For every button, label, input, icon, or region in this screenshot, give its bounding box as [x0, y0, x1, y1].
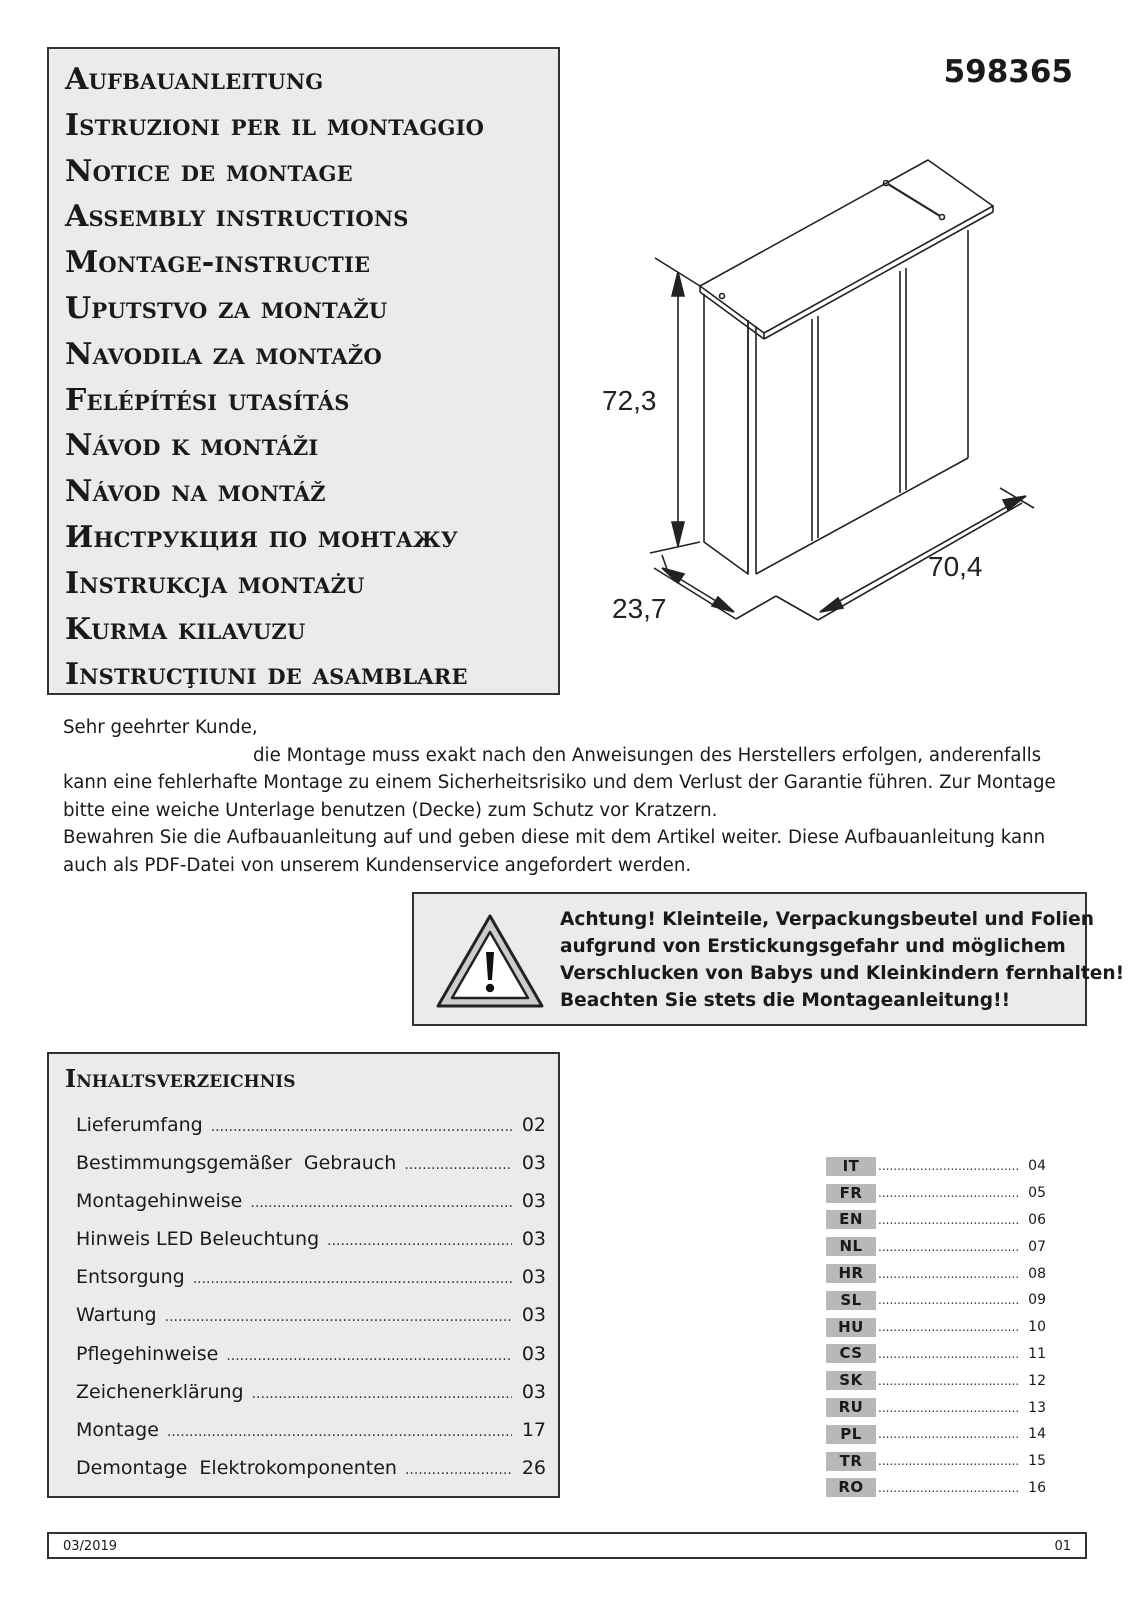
article-number: 598365 [943, 54, 1073, 90]
toc-leader-dots [404, 1157, 512, 1173]
toc-entry-page: 03 [521, 1152, 546, 1175]
language-leader-dots [878, 1240, 1020, 1254]
language-entry[interactable] [826, 1153, 1046, 1180]
language-page: 07 [1028, 1238, 1046, 1255]
table-of-contents [47, 1052, 560, 1498]
title-line: Kurma kilavuzu [65, 611, 306, 647]
language-leader-dots [878, 1481, 1020, 1495]
toc-entry-page: 03 [521, 1380, 546, 1403]
language-page: 16 [1028, 1479, 1046, 1496]
language-page: 10 [1028, 1319, 1046, 1336]
toc-entry[interactable] [76, 1343, 546, 1381]
language-code: IT [826, 1157, 876, 1176]
language-entry[interactable] [826, 1341, 1046, 1368]
toc-entry-page: 03 [521, 1304, 546, 1327]
language-code: RU [826, 1398, 876, 1417]
language-entry[interactable] [826, 1367, 1046, 1394]
intro-paragraph-first-line: die Montage muss exakt nach den Anweisungen des Herstellers erfolgen, anderenfalls [253, 744, 1042, 766]
toc-entry-label: Demontage Elektrokomponenten [76, 1456, 397, 1479]
depth-dimension-label: 23,7 [612, 593, 667, 624]
toc-entry[interactable] [76, 1381, 546, 1419]
warning-line: Verschlucken von Babys und Kleinkindern fernhalten! [560, 963, 1125, 984]
language-entry[interactable] [826, 1260, 1046, 1287]
toc-entry-page: 03 [521, 1190, 546, 1213]
language-code: SL [826, 1291, 876, 1310]
title-line: Notice de montage [65, 153, 353, 189]
language-code: SK [826, 1371, 876, 1390]
height-dimension-label: 72,3 [602, 385, 657, 416]
language-leader-dots [878, 1267, 1020, 1281]
toc-entry[interactable] [76, 1114, 546, 1152]
toc-entry-page: 03 [521, 1266, 546, 1289]
title-box [47, 47, 560, 695]
toc-leader-dots [211, 1119, 512, 1135]
language-entry[interactable] [826, 1475, 1046, 1502]
language-entry[interactable] [826, 1207, 1046, 1234]
toc-leader-dots [165, 1309, 512, 1325]
language-code: EN [826, 1210, 876, 1229]
language-page: 13 [1028, 1399, 1046, 1416]
title-line: Návod k montáži [65, 428, 319, 464]
language-leader-dots [878, 1159, 1020, 1173]
toc-entry-label: Bestimmungsgemäßer Gebrauch [76, 1152, 397, 1175]
toc-leader-dots [167, 1424, 512, 1440]
toc-entry[interactable] [76, 1457, 546, 1495]
language-entry[interactable] [826, 1180, 1046, 1207]
language-page: 08 [1028, 1265, 1046, 1282]
language-entry[interactable] [826, 1448, 1046, 1475]
language-page: 09 [1028, 1292, 1046, 1309]
language-page: 04 [1028, 1158, 1046, 1175]
toc-leader-dots [250, 1195, 512, 1211]
toc-entry-label: Montage [76, 1418, 159, 1441]
title-line: Montage-instructie [65, 245, 371, 281]
toc-entry-page: 17 [521, 1418, 546, 1441]
language-page: 11 [1028, 1345, 1046, 1362]
toc-entry-label: Montagehinweise [76, 1190, 243, 1213]
intro-paragraph: Bewahren Sie die Aufbauanleitung auf und geben diese mit dem Artikel weiter. Diese Aufbauanleitung kann auch als PDF-Datei von unserem Kundenservice angefordert werden. [63, 827, 1046, 876]
language-entry[interactable] [826, 1394, 1046, 1421]
title-line: Инструкция по монтажу [65, 519, 459, 555]
toc-entry[interactable] [76, 1419, 546, 1457]
language-leader-dots [878, 1293, 1020, 1307]
warning-triangle-icon [434, 912, 546, 1010]
warning-line: Beachten Sie stets die Montageanleitung!! [560, 990, 1011, 1011]
toc-leader-dots [226, 1348, 512, 1364]
language-entry[interactable] [826, 1421, 1046, 1448]
toc-entry[interactable] [76, 1266, 546, 1304]
language-code: FR [826, 1184, 876, 1203]
language-leader-dots [878, 1186, 1020, 1200]
language-code: CS [826, 1344, 876, 1363]
toc-entry-label: Entsorgung [76, 1266, 185, 1289]
title-line: Aufbauanleitung [65, 62, 324, 97]
language-leader-dots [878, 1401, 1020, 1415]
language-leader-dots [878, 1213, 1020, 1227]
title-line: Návod na montáž [65, 474, 326, 510]
language-page: 05 [1028, 1185, 1046, 1202]
warning-line: Achtung! Kleinteile, Verpackungsbeutel und Folien [560, 909, 1094, 930]
footer-page-number: 01 [1054, 1539, 1071, 1554]
greeting: Sehr geehrter Kunde, [63, 717, 258, 738]
toc-entry-label: Lieferumfang [76, 1114, 203, 1136]
toc-entry[interactable] [76, 1190, 546, 1228]
language-index [826, 1153, 1046, 1501]
toc-entry-page: 03 [521, 1342, 546, 1365]
language-code: HU [826, 1318, 876, 1337]
intro-text [63, 714, 1073, 879]
toc-leader-dots [327, 1233, 512, 1249]
language-leader-dots [878, 1454, 1020, 1468]
warning-box [412, 892, 1125, 1026]
language-entry[interactable] [826, 1287, 1046, 1314]
toc-list [76, 1114, 546, 1495]
title-line: Istruzioni per il montaggio [65, 107, 485, 143]
title-line: Navodila za montažo [65, 336, 382, 372]
language-leader-dots [878, 1347, 1020, 1361]
language-page: 15 [1028, 1453, 1046, 1470]
toc-entry-page: 03 [521, 1228, 546, 1251]
language-entry[interactable] [826, 1233, 1046, 1260]
toc-entry-label: Hinweis LED Beleuchtung [76, 1228, 320, 1251]
intro-paragraph: kann eine fehlerhafte Montage zu einem Sicherheitsrisiko und dem Verlust der Garantie führen. Zur Montage bitte eine weiche Unterlage benutzen (Decke) zum Schutz vor Kratzern. [63, 772, 1056, 821]
language-code: TR [826, 1452, 876, 1471]
footer-date: 03/2019 [63, 1539, 118, 1554]
title-line: Instrucţiuni de asamblare [65, 657, 468, 693]
warning-text [560, 906, 1125, 1014]
width-dimension-label: 70,4 [928, 551, 983, 582]
language-code: PL [826, 1425, 876, 1444]
toc-leader-dots [252, 1386, 512, 1402]
language-page: 14 [1028, 1426, 1046, 1443]
toc-entry-page: 02 [521, 1114, 546, 1136]
title-line: Felépítési utasítás [65, 382, 350, 418]
language-page: 06 [1028, 1211, 1046, 1228]
cabinet-dimension-diagram [590, 150, 1060, 630]
toc-entry-label: Zeichenerklärung [76, 1380, 244, 1403]
language-leader-dots [878, 1427, 1020, 1441]
language-leader-dots [878, 1320, 1020, 1334]
language-code: RO [826, 1478, 876, 1497]
toc-leader-dots [193, 1271, 512, 1287]
toc-entry-label: Wartung [76, 1304, 157, 1327]
toc-entry-label: Pflegehinweise [76, 1342, 219, 1365]
language-leader-dots [878, 1374, 1020, 1388]
language-code: NL [826, 1237, 876, 1256]
toc-title: Inhaltsverzeichnis [65, 1064, 296, 1093]
title-line: Uputstvo za montažu [65, 290, 388, 326]
toc-entry-page: 26 [521, 1456, 546, 1479]
toc-leader-dots [405, 1462, 512, 1478]
title-line: Assembly instructions [65, 199, 409, 235]
language-entry[interactable] [826, 1314, 1046, 1341]
language-code: HR [826, 1264, 876, 1283]
language-page: 12 [1028, 1372, 1046, 1389]
toc-entry[interactable] [76, 1152, 546, 1190]
title-line: Instrukcja montażu [65, 565, 365, 601]
toc-entry[interactable] [76, 1304, 546, 1342]
page-footer [47, 1532, 1087, 1559]
warning-line: aufgrund von Erstickungsgefahr und möglichem [560, 936, 1066, 957]
toc-entry[interactable] [76, 1228, 546, 1266]
